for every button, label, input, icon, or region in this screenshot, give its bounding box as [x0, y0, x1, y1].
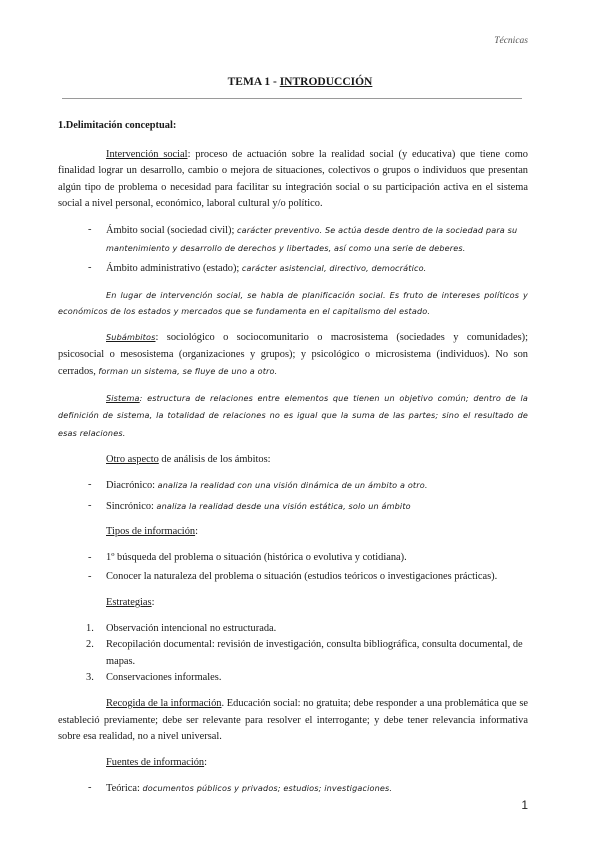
text-recogida: . Educación social: no gratuita; debe responder a una problemática que se estableció previamente; debe ser relevante para resolver el interrogante; y debe tener relevancia informativa sobre esa realidad, no a nivel universal.: [58, 698, 528, 743]
list-item: [58, 260, 528, 278]
subheading-text: :: [204, 756, 207, 768]
subheading-fuentes: [106, 755, 528, 772]
number-marker: 3.: [86, 672, 94, 684]
header-note: Técnicas: [494, 36, 528, 46]
subheading-tipos: [106, 524, 528, 541]
term-subambitos: Subámbitos: [106, 331, 156, 342]
term-tipos: Tipos de información: [106, 526, 196, 538]
term-estrategias: Estrategias: [106, 597, 152, 609]
tipos-text: Conocer la naturaleza del problema o situación (estudios teóricos o investigaciones prácticas).: [106, 571, 498, 583]
list-analisis: [58, 477, 528, 515]
handwritten-note: carácter preventivo. Se actúa desde dentro de la sociedad para su mantenimiento y desarrollo de derechos y libertades, así como una serie de deberes.: [106, 224, 518, 253]
list-item: [58, 222, 528, 257]
text-subambitos: : sociológico o sociocomunitario o macrosistema (sociedades y comunidades); psicosocial o mesosistema (organizaciones y grupos); y psicológico o microsistema (individuos). No son cerrados,: [58, 331, 528, 378]
handwritten-note: analiza la realidad con una visión dinámica de un ámbito a otro.: [157, 480, 428, 491]
list-tipos: [58, 550, 528, 586]
list-item: [58, 780, 528, 798]
term-intervencion: Intervención social: [106, 148, 188, 160]
dash-marker: -: [88, 499, 92, 511]
section-heading: 1.Delimitación conceptual:: [58, 120, 177, 131]
subheading-text: :: [195, 526, 198, 538]
fuente-text: Teórica:: [106, 783, 143, 795]
paragraph-intervencion: [58, 147, 528, 213]
subheading-otro-aspecto: [106, 452, 528, 469]
list-fuentes: [58, 780, 528, 798]
document-body: [58, 118, 528, 807]
paragraph-subambitos: [58, 329, 528, 381]
analisis-text: Diacrónico:: [106, 480, 158, 492]
term-fuentes: Fuentes de información: [106, 756, 205, 768]
text-intervencion: : proceso de actuación sobre la realidad social (y educativa) que tiene como finalidad lograr un desarrollo, cambio o mejora de situaciones, colectivos o grupos o individuos que presentan algún tipo de problema o necesidad para facilitar su integración social o su participación activa en el sistema social a nivel personal, económico, laboral cultural y/o político.: [58, 148, 529, 210]
dash-marker: -: [88, 551, 92, 563]
title-prefix: TEMA 1 -: [227, 76, 280, 88]
list-item: [58, 637, 528, 670]
list-ambitos: [58, 222, 528, 278]
list-estrategias: [58, 621, 528, 687]
list-item: [58, 569, 528, 586]
number-marker: 1.: [86, 622, 94, 634]
analisis-text: Sincrónico:: [106, 500, 157, 512]
list-item: [58, 670, 528, 687]
term-recogida: Recogida de la información: [106, 698, 222, 710]
page-number: 1: [521, 798, 528, 812]
term-sistema: Sistema: [106, 392, 140, 403]
handwritten-note: analiza la realidad desde una visión estática, solo un ámbito: [156, 500, 411, 511]
paragraph-recogida: [58, 696, 528, 746]
title-divider: [62, 98, 522, 99]
ambito-text: Ámbito social (sociedad civil);: [106, 224, 238, 236]
number-marker: 2.: [86, 639, 94, 651]
subheading-text: :: [151, 597, 155, 609]
handwritten-note: forman un sistema, se fluye de uno a otro.: [98, 366, 278, 377]
handwritten-note: carácter asistencial, directivo, democrático.: [241, 263, 427, 274]
estrategia-text: Recopilación documental: revisión de investigación, consulta bibliográfica, consulta documental, de mapas.: [106, 639, 523, 667]
title-main: INTRODUCCIÓN: [279, 76, 373, 88]
dash-marker: -: [88, 262, 92, 274]
dash-marker: -: [88, 223, 92, 235]
page-title: [0, 76, 600, 88]
subheading-estrategias: [106, 595, 528, 612]
note-planificacion: En lugar de intervención social, se habla de planificación social. Es fruto de intereses políticos y económicos de los estados y mercados que se fundamenta en el capitalismo del estado.: [58, 289, 528, 317]
dash-marker: -: [88, 782, 92, 794]
list-item: [58, 477, 528, 495]
ambito-text: Ámbito administrativo (estado);: [106, 263, 242, 275]
paragraph-sistema: [58, 390, 528, 443]
list-item: [58, 621, 528, 638]
list-item: [58, 550, 528, 567]
tipos-text: 1º búsqueda del problema o situación (histórica o evolutiva y cotidiana).: [106, 551, 407, 563]
handwritten-note: : estructura de relaciones entre elementos que tienen un objetivo común; dentro de la definición de sistema, la totalidad de relaciones no es igual que la suma de las partes; sino el resultado de esas relaciones.: [58, 392, 528, 438]
list-item: [58, 498, 528, 516]
dash-marker: -: [88, 571, 92, 583]
estrategia-text: Observación intencional no estructurada.: [106, 622, 277, 634]
term-otro-aspecto: Otro aspecto: [106, 453, 159, 465]
dash-marker: -: [88, 479, 92, 491]
estrategia-text: Conservaciones informales.: [106, 672, 222, 684]
handwritten-note: documentos públicos y privados; estudios; investigaciones.: [142, 783, 393, 794]
subheading-text: de análisis de los ámbitos:: [158, 453, 271, 465]
